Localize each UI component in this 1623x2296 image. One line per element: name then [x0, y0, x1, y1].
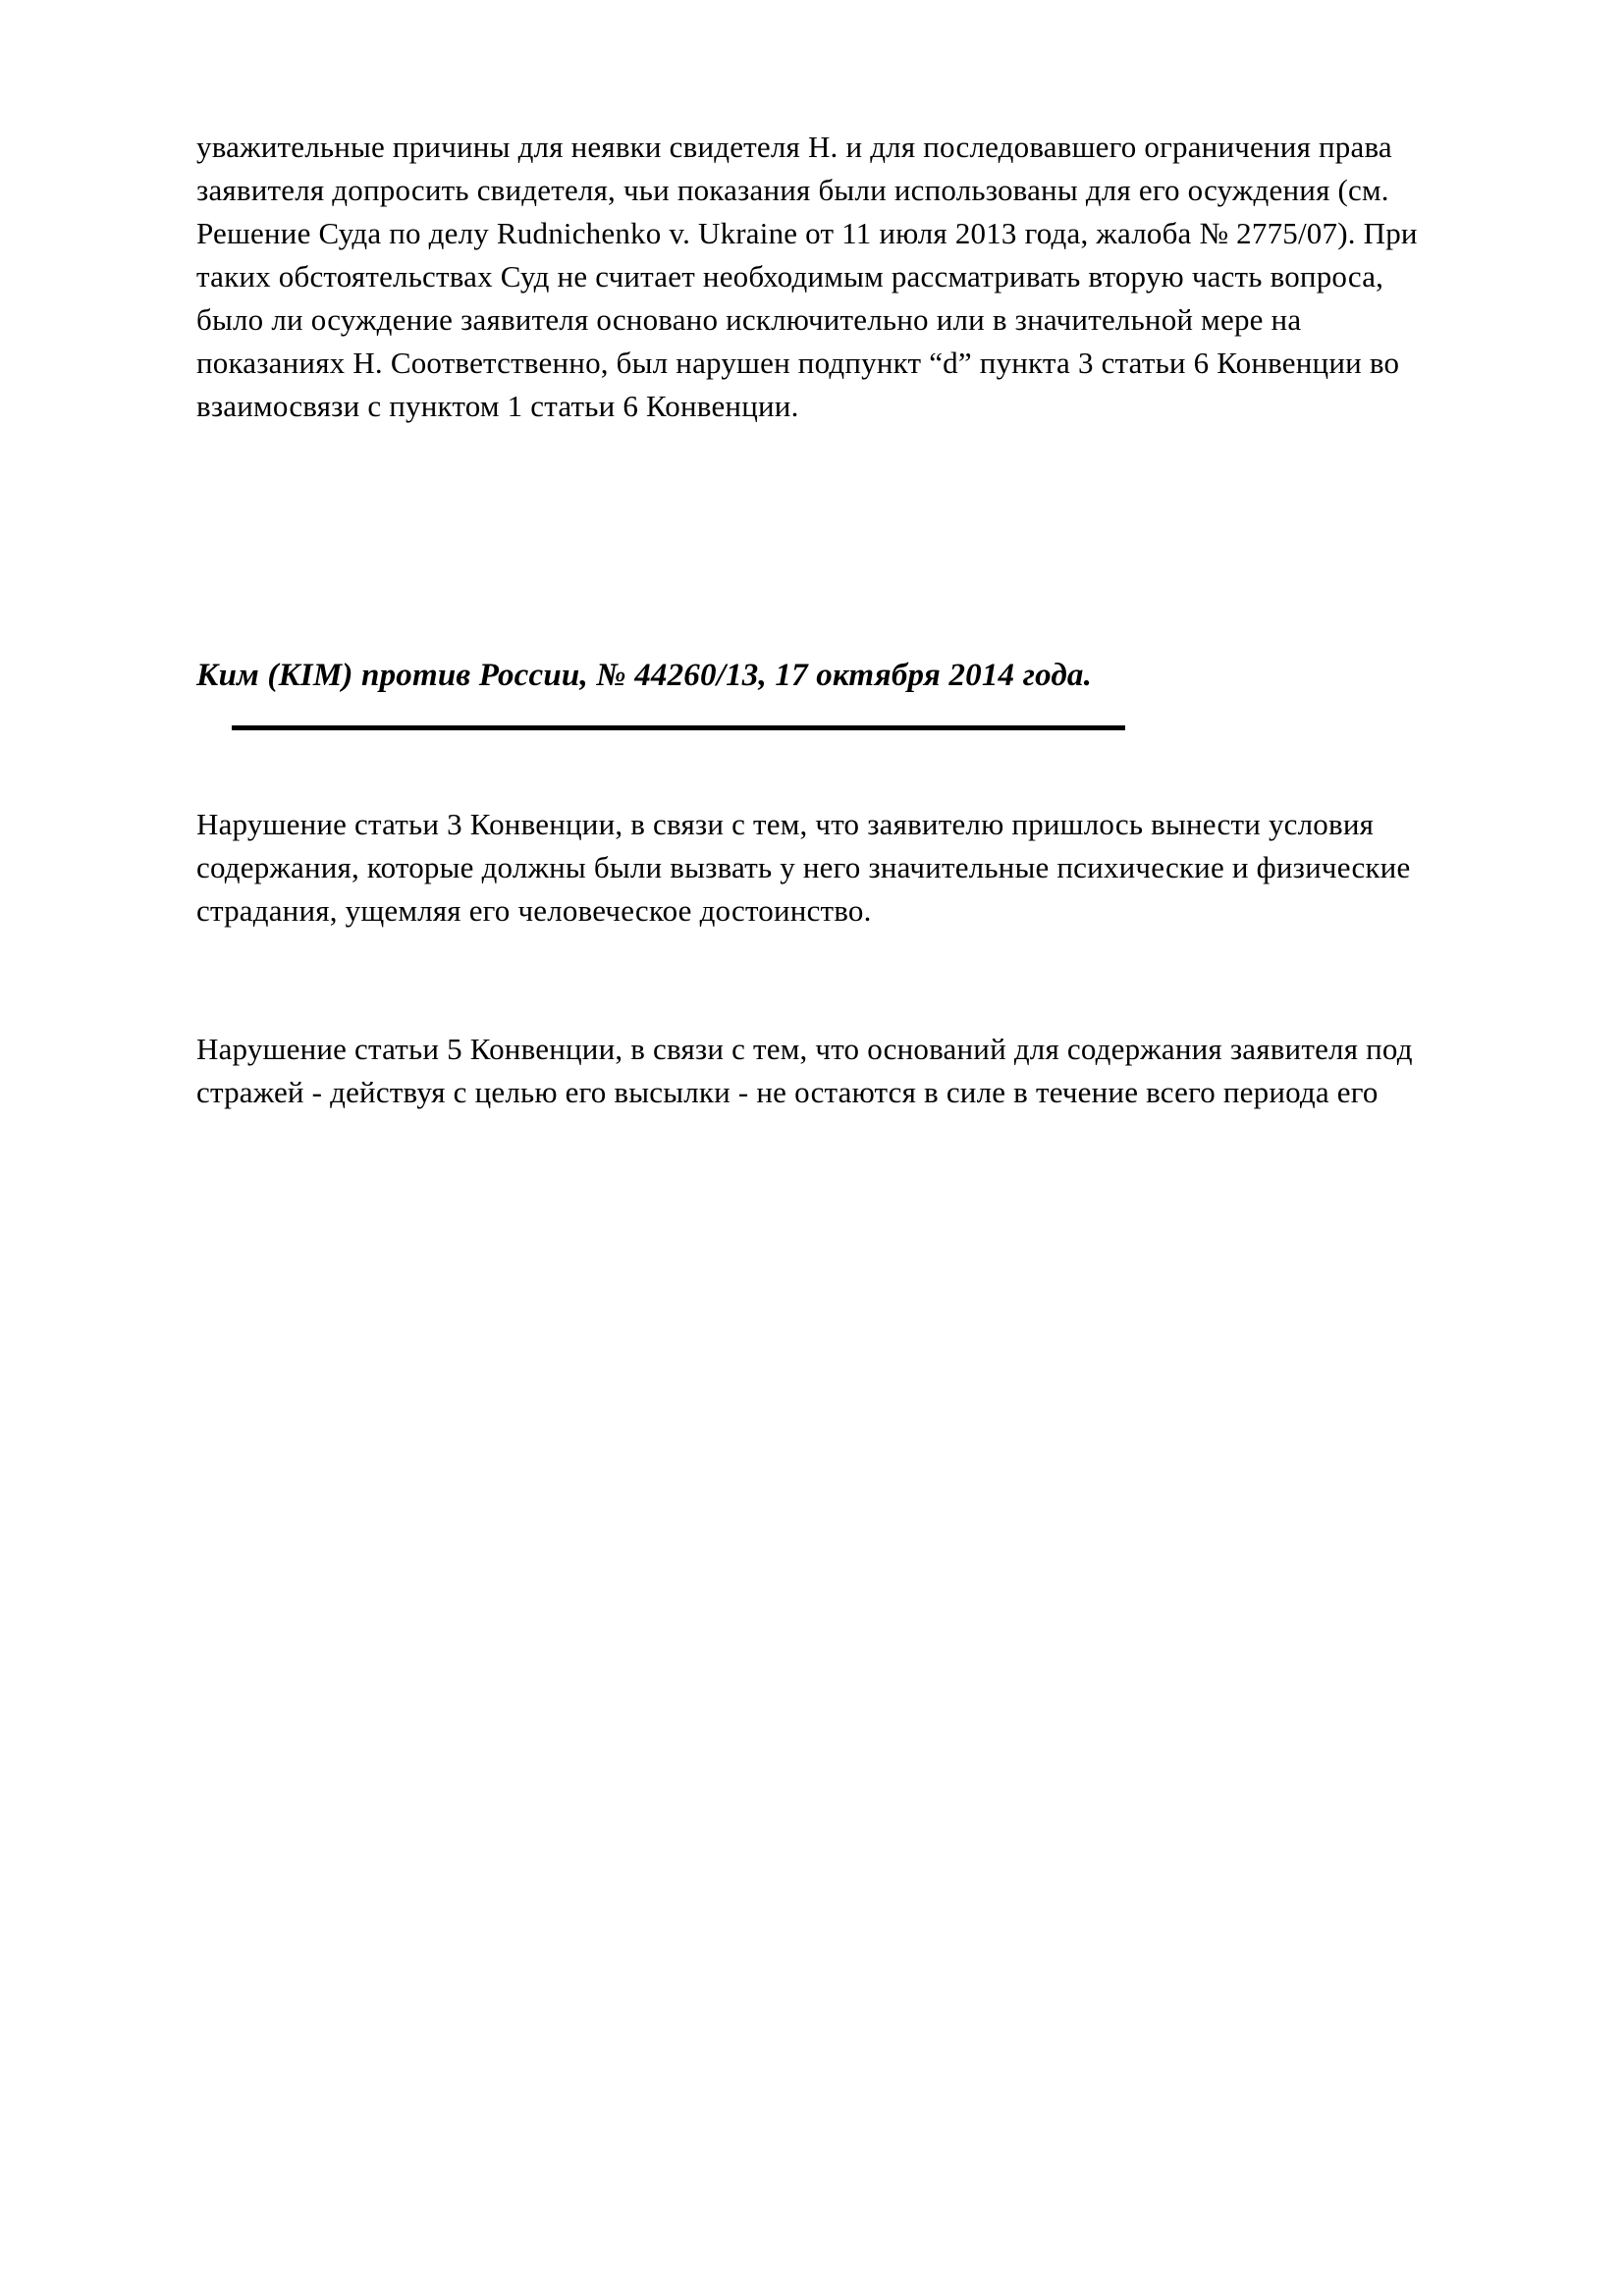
body-paragraph-1 [196, 126, 1502, 428]
text-line: заявителя допросить свидетеля, чьи показания были использованы для его осуждения (см. [196, 173, 1389, 207]
text-line: стражей - действуя с целью его высылки - не остаются в силе в течение всего периода его [196, 1075, 1379, 1109]
text-line: Нарушение статьи 5 Конвенции, в связи с тем, что оснований для содержания заявителя под [196, 1032, 1413, 1066]
body-paragraph-3 [196, 1028, 1502, 1114]
text-line: уважительные причины для неявки свидетеля Н. и для последовавшего ограничения права [196, 130, 1392, 164]
heading-underline-rule [232, 725, 1125, 730]
text-line: взаимосвязи с пунктом 1 статьи 6 Конвенции. [196, 389, 799, 423]
body-paragraph-2 [196, 803, 1502, 933]
case-heading: Ким (KIM) против России, № 44260/13, 17 октября 2014 года. [196, 658, 1093, 693]
text-line: Нарушение статьи 3 Конвенции, в связи с тем, что заявителю пришлось вынести условия [196, 807, 1375, 841]
text-line: таких обстоятельствах Суд не считает необходимым рассматривать вторую часть вопроса, [196, 259, 1384, 294]
text-line: содержания, которые должны были вызвать у него значительные психические и физические [196, 850, 1411, 884]
text-line: Решение Суда по делу Rudnichenko v. Ukraine от 11 июля 2013 года, жалоба № 2775/07). При [196, 216, 1418, 250]
text-line: показаниях Н. Соответственно, был нарушен подпункт “d” пункта 3 статьи 6 Конвенции во [196, 346, 1400, 380]
text-line: было ли осуждение заявителя основано исключительно или в значительной мере на [196, 302, 1302, 337]
text-line: страдания, ущемляя его человеческое достоинство. [196, 893, 872, 928]
